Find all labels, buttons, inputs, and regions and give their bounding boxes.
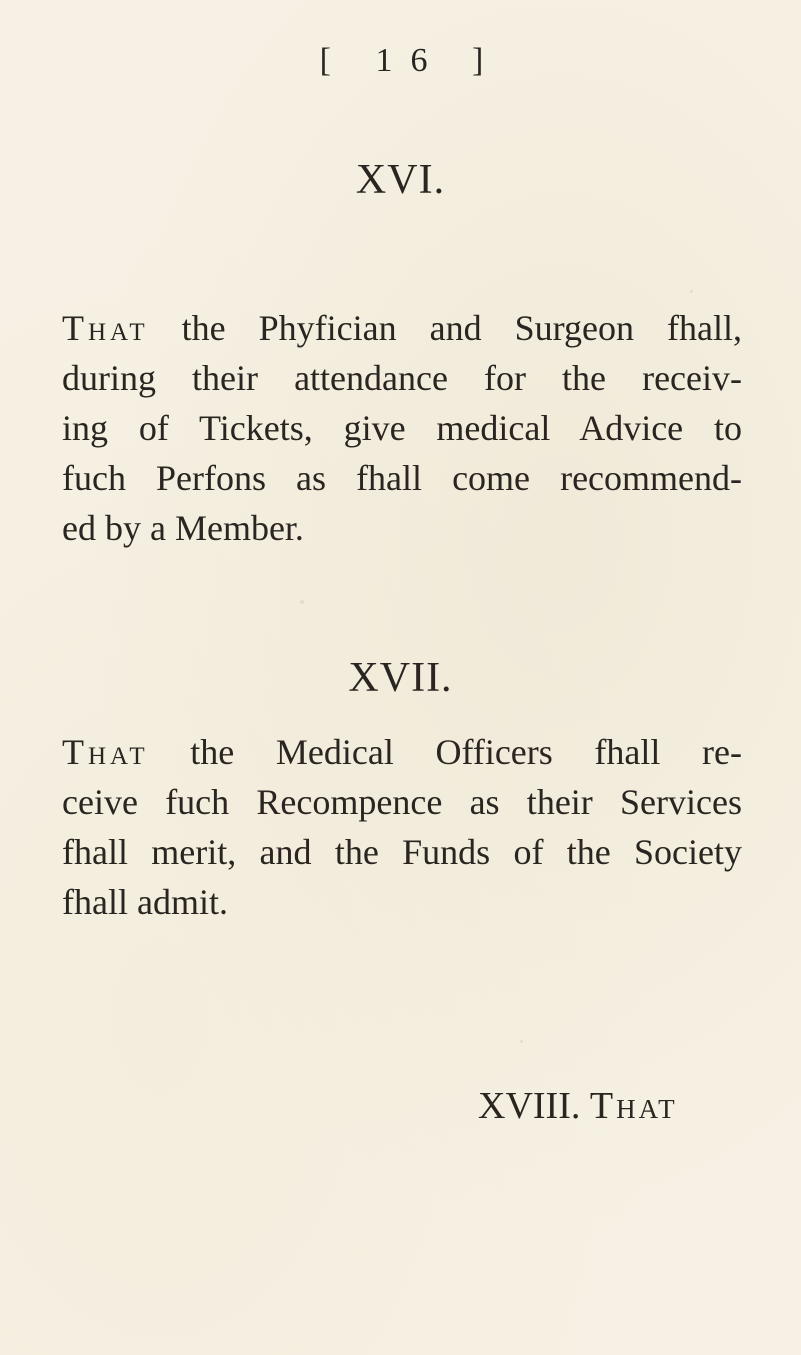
paper-speck <box>300 600 304 604</box>
lead-word: That <box>62 308 149 348</box>
catchword-word: That <box>589 1085 678 1127</box>
paragraph-line: ed by a Member. <box>62 508 304 548</box>
section-numeral-xvi: XVI. <box>355 157 446 203</box>
section-xvi-paragraph <box>62 303 742 553</box>
section-numeral-xvii: XVII. <box>348 655 453 701</box>
paragraph-line: fhall merit, and the Funds of the Society <box>62 832 742 872</box>
catchword-numeral: XVIII. <box>478 1085 581 1127</box>
paragraph-line: ing of Tickets, give medical Advice to <box>62 408 742 448</box>
paragraph-line <box>62 727 742 777</box>
lead-word: That <box>62 732 149 772</box>
paragraph-line: fuch Perfons as fhall come recommend- <box>62 458 742 498</box>
paragraph-line <box>62 303 742 353</box>
paragraph-line: during their attendance for the receiv- <box>62 358 742 398</box>
line-text: the Phyfician and Surgeon fhall, <box>148 308 742 348</box>
paper-speck <box>690 290 693 293</box>
paper-speck <box>520 1040 523 1043</box>
line-text: the Medical Officers fhall re- <box>148 732 742 772</box>
catchword <box>478 1084 678 1128</box>
paragraph-line: fhall admit. <box>62 882 228 922</box>
page-number: [ 16 ] <box>319 42 502 79</box>
section-xvii-paragraph <box>62 727 742 927</box>
paragraph-line: ceive fuch Recompence as their Services <box>62 782 742 822</box>
